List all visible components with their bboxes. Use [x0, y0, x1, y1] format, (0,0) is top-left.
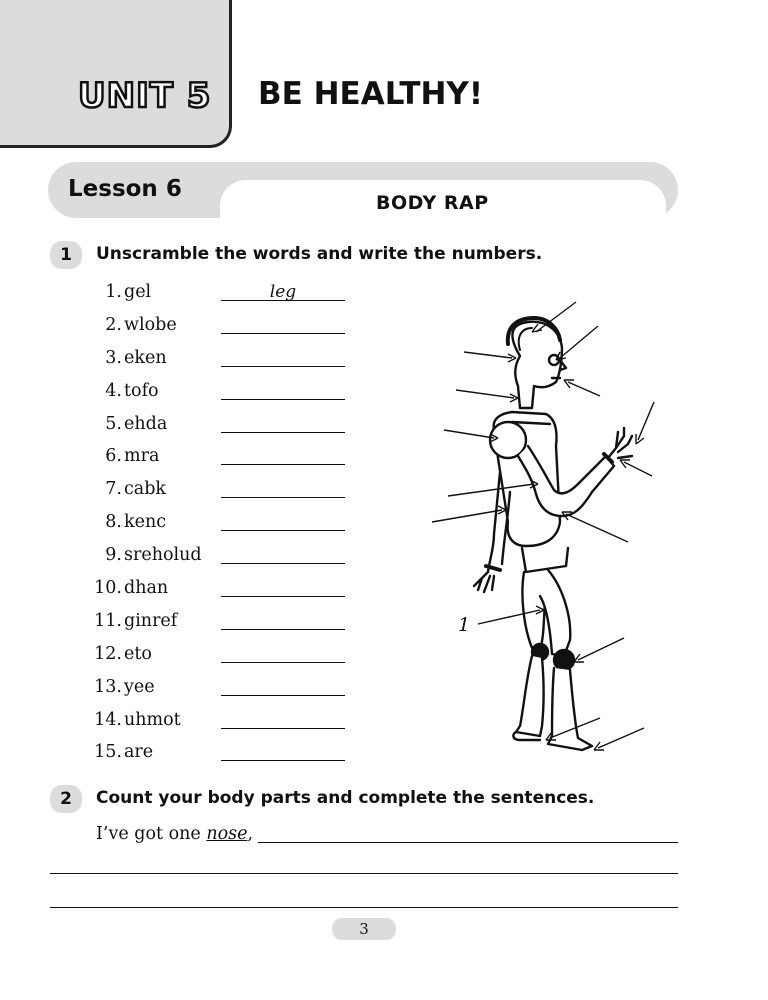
- answer-line-1[interactable]: [258, 842, 678, 843]
- item-number: 15.: [94, 742, 122, 763]
- answer-blank[interactable]: [221, 728, 345, 729]
- answer-blank[interactable]: [221, 366, 345, 367]
- word-row: [88, 543, 348, 576]
- item-number: 13.: [94, 676, 122, 697]
- answer-blank[interactable]: [221, 596, 345, 597]
- item-number: 2.: [105, 314, 122, 335]
- scrambled-word: eto: [124, 643, 152, 664]
- answer-blank[interactable]: [221, 695, 345, 696]
- unit-label: UNIT 5: [78, 76, 212, 116]
- answer-line-3[interactable]: [50, 907, 678, 908]
- word-row: [88, 642, 348, 675]
- figure-label-1: 1: [458, 614, 471, 636]
- item-number: 3.: [105, 347, 122, 368]
- sentence-example-word: nose: [206, 824, 248, 844]
- page-number: 3: [332, 918, 396, 940]
- item-number: 14.: [94, 709, 122, 730]
- exercise-2-number: 2: [50, 785, 82, 813]
- answer-blank[interactable]: [221, 563, 345, 564]
- scrambled-word: yee: [124, 676, 155, 697]
- item-number: 1.: [105, 282, 122, 302]
- sentence-start: I’ve got one: [96, 824, 207, 844]
- word-row: [88, 740, 348, 773]
- scrambled-word: eken: [124, 347, 167, 368]
- answer-blank[interactable]: [221, 432, 345, 433]
- item-number: 8.: [105, 512, 122, 533]
- word-row: [88, 576, 348, 609]
- answer-line-2[interactable]: [50, 873, 678, 874]
- item-number: 5.: [105, 413, 122, 434]
- scrambled-word: tofo: [124, 380, 159, 401]
- unit-tab: [0, 0, 232, 148]
- word-row: [88, 444, 348, 477]
- answer-blank[interactable]: [221, 464, 345, 465]
- item-number: 11.: [94, 610, 122, 631]
- scrambled-word: mra: [124, 446, 160, 467]
- item-number: 4.: [105, 380, 122, 401]
- answer-blank[interactable]: [221, 333, 345, 334]
- word-row: [88, 313, 348, 346]
- example-answer: leg: [269, 282, 297, 302]
- scrambled-word: uhmot: [124, 709, 181, 730]
- answer-blank[interactable]: [221, 399, 345, 400]
- scrambled-word: wlobe: [124, 314, 177, 335]
- scrambled-word: ehda: [124, 413, 168, 434]
- exercise-1-number: 1: [50, 241, 82, 269]
- scrambled-word: gel: [124, 282, 152, 302]
- word-row: [88, 510, 348, 543]
- answer-blank[interactable]: [221, 530, 345, 531]
- word-row: [88, 280, 348, 313]
- word-row: [88, 477, 348, 510]
- scrambled-word: kenc: [124, 512, 167, 533]
- word-row: [88, 412, 348, 445]
- answer-blank[interactable]: [221, 760, 345, 761]
- scrambled-word: are: [124, 742, 154, 763]
- body-figure-illustration: [428, 296, 664, 756]
- item-number: 7.: [105, 479, 122, 500]
- scrambled-word: dhan: [124, 578, 169, 599]
- item-number: 6.: [105, 446, 122, 467]
- word-row: [88, 346, 348, 379]
- word-row: [88, 675, 348, 708]
- exercise-2-instruction: Count your body parts and complete the sentences.: [96, 788, 595, 808]
- scrambled-word: ginref: [124, 610, 178, 631]
- answer-blank[interactable]: [221, 497, 345, 498]
- word-row: [88, 708, 348, 741]
- exercise-1-instruction: Unscramble the words and write the numbers.: [96, 244, 543, 264]
- word-row: [88, 379, 348, 412]
- unit-title: BE HEALTHY!: [258, 76, 484, 112]
- item-number: 9.: [105, 545, 122, 566]
- item-number: 10.: [94, 578, 122, 599]
- answer-blank[interactable]: [221, 629, 345, 630]
- item-number: 12.: [94, 643, 122, 664]
- lesson-title: BODY RAP: [376, 192, 489, 214]
- scrambled-word: cabk: [124, 479, 167, 500]
- answer-blank[interactable]: [221, 662, 345, 663]
- scrambled-word: sreholud: [124, 545, 202, 566]
- sentence-comma: ,: [247, 824, 254, 844]
- word-row: [88, 609, 348, 642]
- word-list: [88, 280, 348, 773]
- lesson-label: Lesson 6: [68, 176, 182, 202]
- example-sentence: [96, 824, 253, 844]
